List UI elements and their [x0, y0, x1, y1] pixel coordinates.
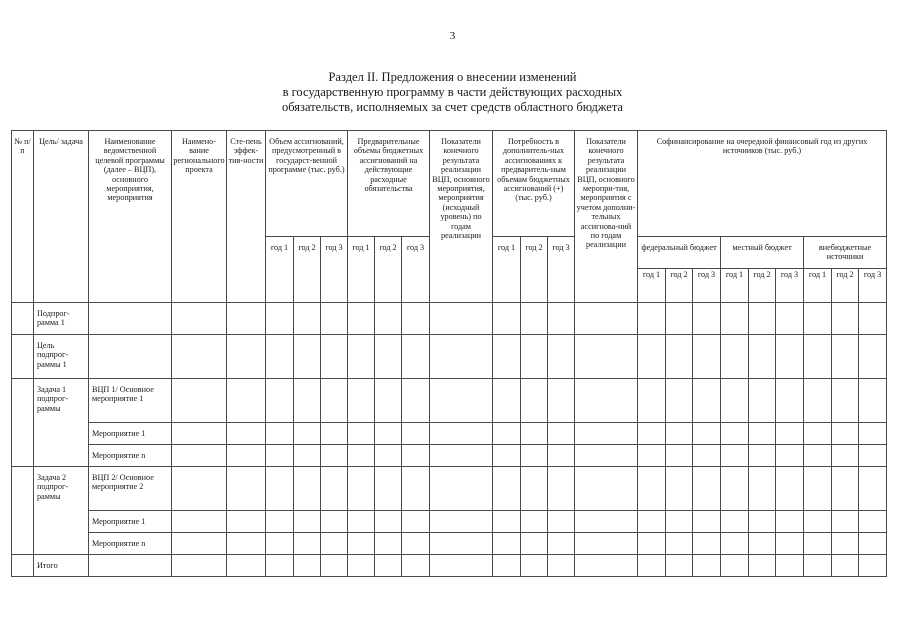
- row-label-task-2: Задача 2 подпрог-раммы: [34, 467, 89, 555]
- header-need-year-1: год 1: [493, 237, 521, 303]
- header-need-year-2: год 2: [521, 237, 548, 303]
- header-cofinancing: Софинансирование на очередной финансовый год из других источников (тыс. руб.): [638, 131, 887, 237]
- row-label-task-1-event-1: Мероприятие 1: [89, 423, 172, 445]
- header-extrabudget-year-1: год 1: [804, 269, 832, 303]
- header-efficiency: Сте-пень эффек-тив-ности: [227, 131, 266, 303]
- header-extrabudget-year-3: год 3: [859, 269, 887, 303]
- header-extrabudget: внебюджетные источники: [804, 237, 887, 269]
- table-row: [12, 423, 887, 445]
- header-local: местный бюджет: [721, 237, 804, 269]
- row-label-subprogram-goal: Цель подпрог-раммы 1: [34, 335, 89, 379]
- table-row: [12, 555, 887, 577]
- header-preliminary-year-3: год 3: [402, 237, 430, 303]
- header-extrabudget-year-2: год 2: [832, 269, 859, 303]
- header-federal: федеральный бюджет: [638, 237, 721, 269]
- header-num: № п/п: [12, 131, 34, 303]
- table-row: [12, 467, 887, 511]
- proposals-table: [11, 130, 887, 577]
- header-local-year-1: год 1: [721, 269, 749, 303]
- header-indicators: Показатели конечного результата реализации ВЦП, основного мероприятия, мероприятия (исходный уровень) по годам реализации: [430, 131, 493, 303]
- header-volume-year-3: год 3: [321, 237, 348, 303]
- table-row: [12, 511, 887, 533]
- header-name-project: Наимено-вание регионального проекта: [172, 131, 227, 303]
- header-indicators-additional: Показатели конечного результата реализации ВЦП, основного меропри-тия, мероприятия с учетом дополни-тельных ассигнова-ний по годам реализации: [575, 131, 638, 303]
- title-line-1: Раздел II. Предложения о внесении изменений: [328, 70, 577, 84]
- title-line-3: обязательств, исполняемых за счет средств областного бюджета: [282, 100, 623, 114]
- page-number: 3: [449, 30, 456, 42]
- header-need-year-3: год 3: [548, 237, 575, 303]
- table-row: [12, 379, 887, 423]
- header-preliminary-year-2: год 2: [375, 237, 402, 303]
- header-preliminary-year-1: год 1: [348, 237, 375, 303]
- header-local-year-3: год 3: [776, 269, 804, 303]
- header-volume-year-2: год 2: [294, 237, 321, 303]
- row-label-vcp-1: ВЦП 1/ Основное мероприятие 1: [89, 379, 172, 423]
- row-label-total: Итого: [34, 555, 89, 577]
- row-label-task-1-event-n: Мероприятие n: [89, 445, 172, 467]
- header-need: Потребность в дополнитель-ных ассигнованиях к предваритель-ным объемам бюджетных ассигнований (+) (тыс. руб.): [493, 131, 575, 237]
- header-goal: Цель/ задача: [34, 131, 89, 303]
- table-row: [12, 335, 887, 379]
- table-row: [12, 445, 887, 467]
- row-label-task-2-event-n: Мероприятие n: [89, 533, 172, 555]
- table-row: [12, 533, 887, 555]
- row-label-task-1: Задача 1 подпрог-раммы: [34, 379, 89, 467]
- table-row: [12, 303, 887, 335]
- header-preliminary: Предварительные объемы бюджетных ассигнований на действующие расходные обязательства: [348, 131, 430, 237]
- header-name-vcp: Наименование ведомственной целевой программы (далее – ВЦП), основного мероприятия, мероприятия: [89, 131, 172, 303]
- row-label-vcp-2: ВЦП 2/ Основное мероприятие 2: [89, 467, 172, 511]
- header-federal-year-2: год 2: [666, 269, 693, 303]
- row-label-task-2-event-1: Мероприятие 1: [89, 511, 172, 533]
- header-row-1: [12, 131, 887, 237]
- title-line-2: в государственную программу в части действующих расходных: [282, 85, 623, 99]
- header-federal-year-1: год 1: [638, 269, 666, 303]
- header-volume-year-1: год 1: [266, 237, 294, 303]
- section-title: [0, 70, 905, 115]
- header-federal-year-3: год 3: [693, 269, 721, 303]
- header-local-year-2: год 2: [749, 269, 776, 303]
- header-volume: Объем ассигнований, предусмотренный в государст-венной программе (тыс. руб.): [266, 131, 348, 237]
- row-label-subprogram: Подпрог-рамма 1: [34, 303, 89, 335]
